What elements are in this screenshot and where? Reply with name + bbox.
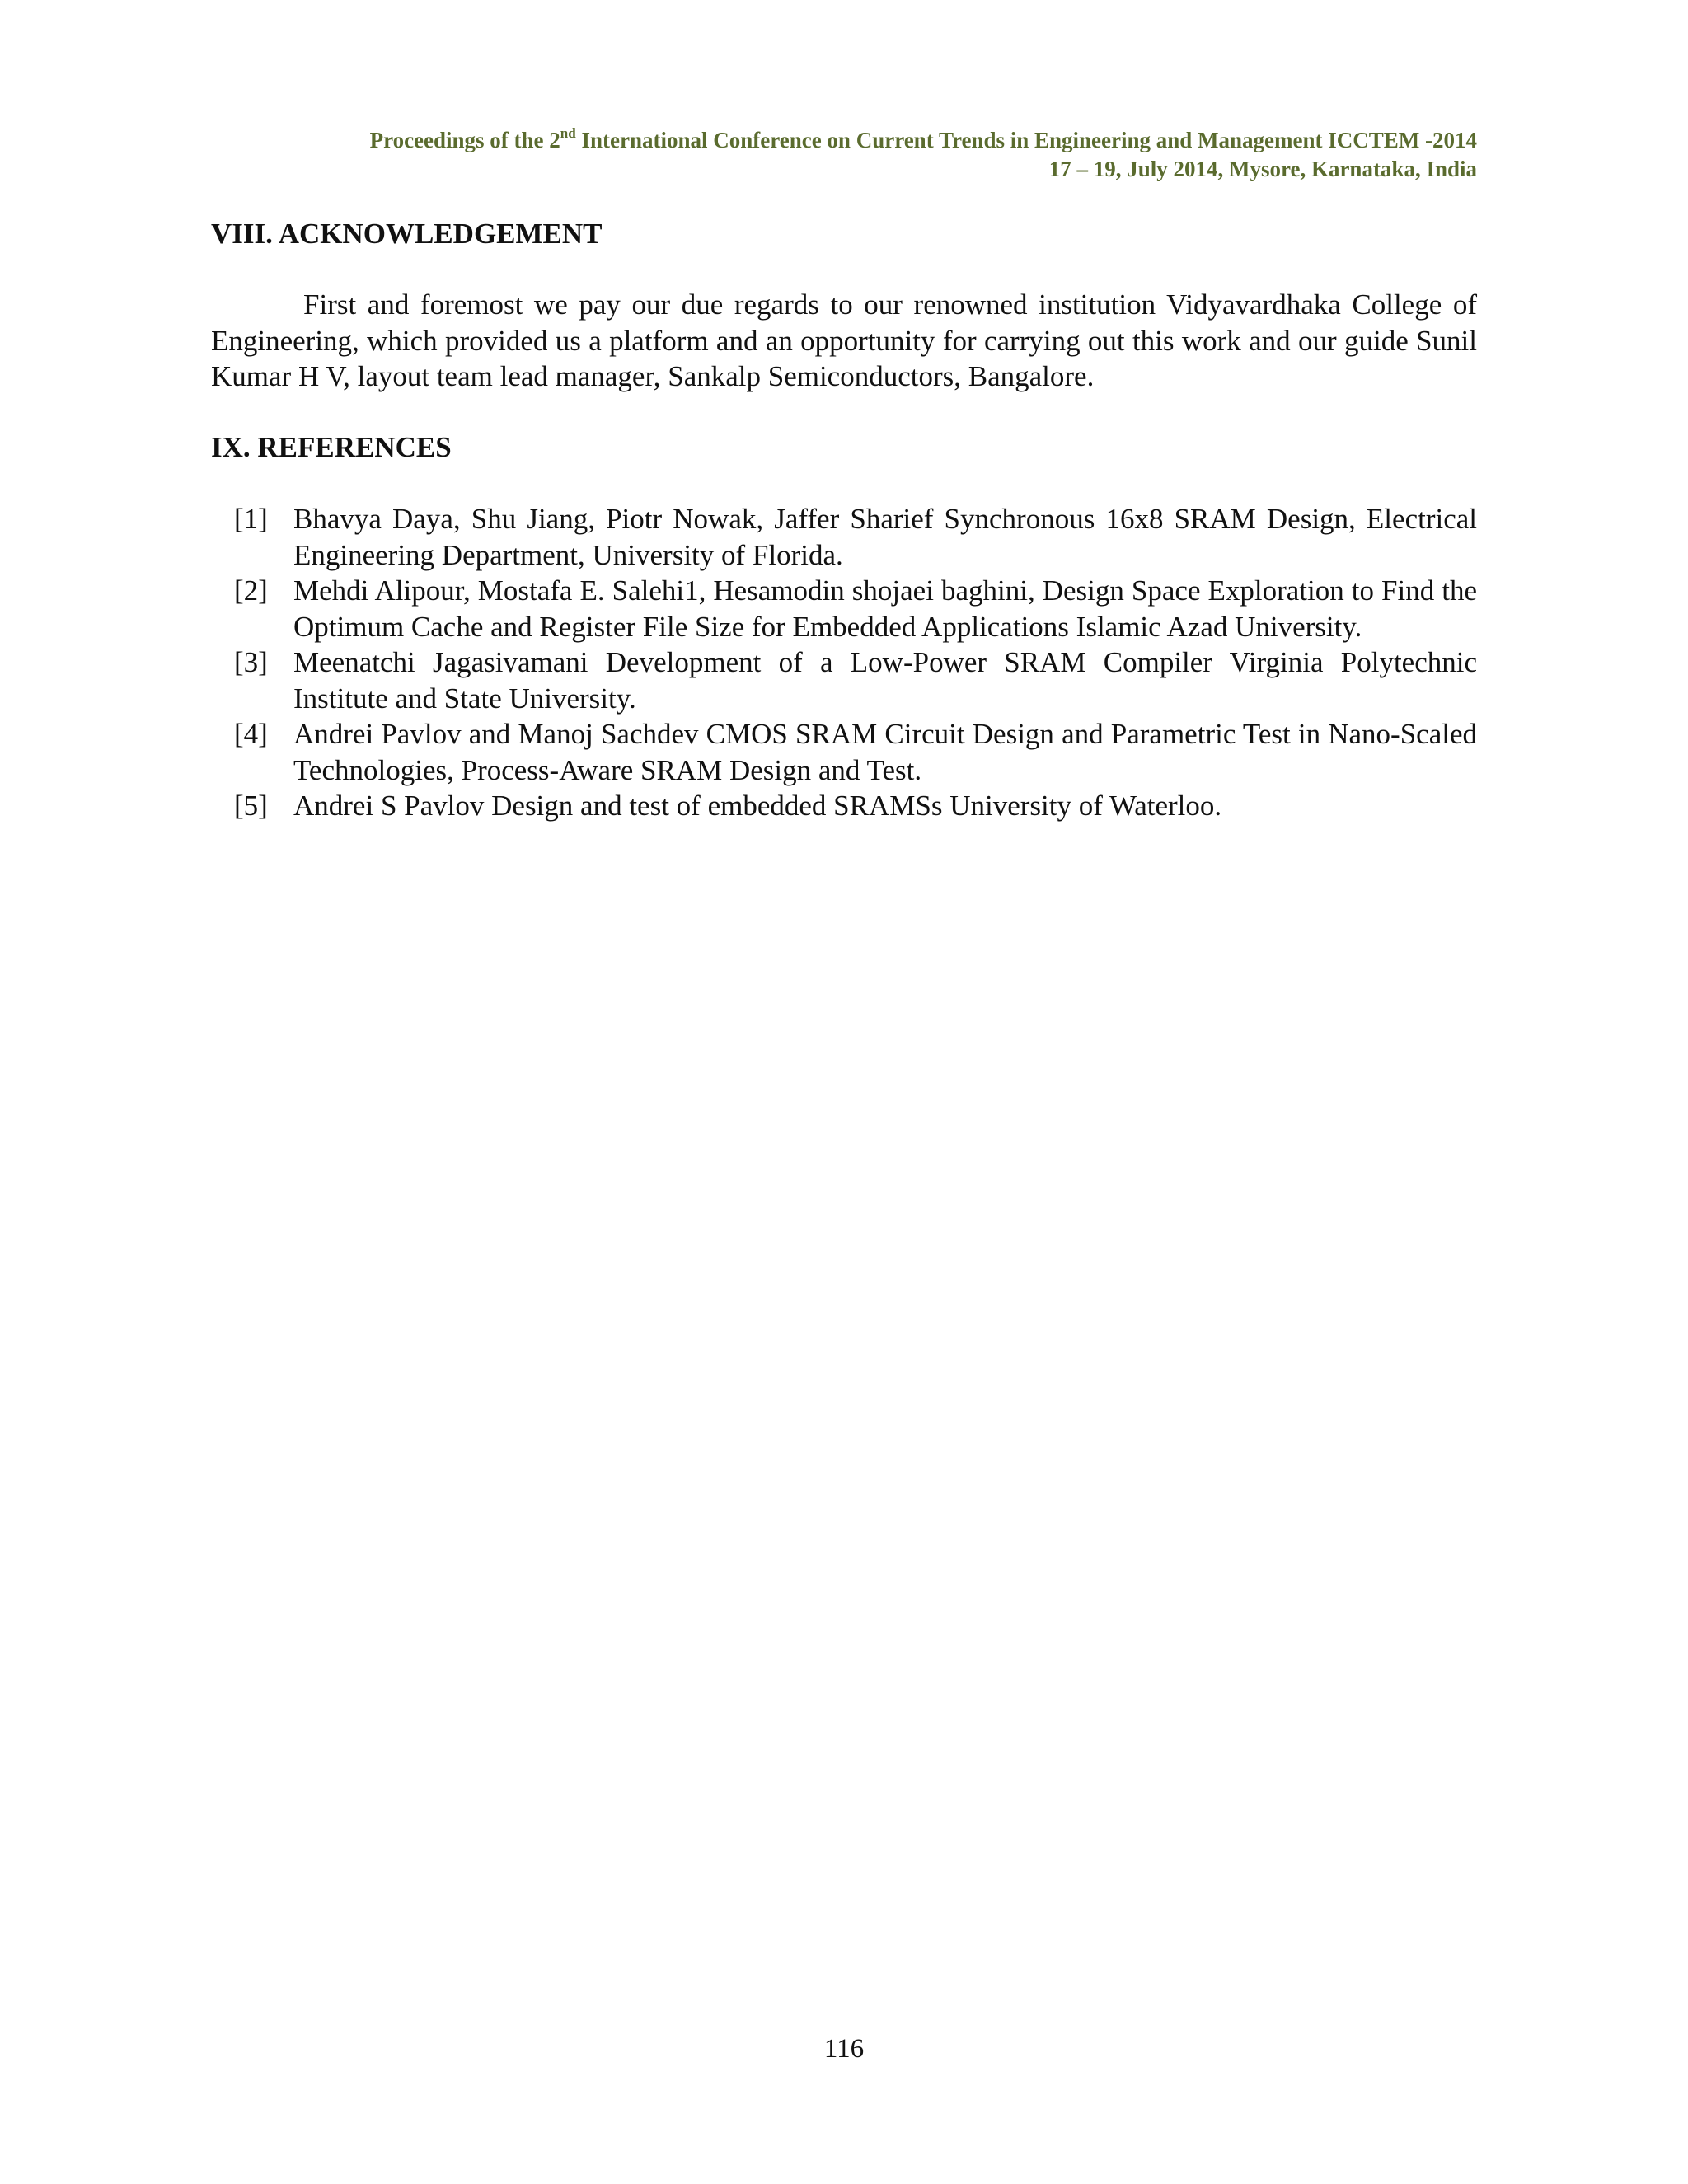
reference-number: [1] <box>234 503 268 535</box>
reference-text: Andrei S Pavlov Design and test of embedded SRAMSs University of Waterloo. <box>293 790 1222 822</box>
reference-text: Andrei Pavlov and Manoj Sachdev CMOS SRAM Circuit Design and Parametric Test in Nano-Scaled Technologies, Process-Aware SRAM Design and Test. <box>293 718 1477 786</box>
reference-item <box>234 716 1477 788</box>
header-line-1-prefix: Proceedings of the 2 <box>369 128 560 152</box>
acknowledgement-heading: VIII. ACKNOWLEDGEMENT <box>211 218 603 250</box>
header-line-2: 17 – 19, July 2014, Mysore, Karnataka, India <box>1048 157 1477 181</box>
header-line-1 <box>158 126 1477 155</box>
reference-item <box>234 573 1477 644</box>
running-header <box>158 126 1477 184</box>
reference-text: Bhavya Daya, Shu Jiang, Piotr Nowak, Jaffer Sharief Synchronous 16x8 SRAM Design, Electrical Engineering Department, University of Florida. <box>293 503 1477 571</box>
reference-text: Mehdi Alipour, Mostafa E. Salehi1, Hesamodin shojaei baghini, Design Space Exploration to Find the Optimum Cache and Register File Size for Embedded Applications Islamic Azad University. <box>293 574 1477 643</box>
page-number: 116 <box>823 2034 865 2064</box>
reference-number: [3] <box>234 646 268 678</box>
reference-item <box>234 501 1477 573</box>
header-line-1-suffix: International Conference on Current Trends in Engineering and Management ICCTEM -2014 <box>575 128 1477 152</box>
acknowledgement-paragraph: First and foremost we pay our due regards to our renowned institution Vidyavardhaka College of Engineering, which provided us a platform and an opportunity for carrying out this work and our guide Sunil Kumar H V, layout team lead manager, Sankalp Semiconductors, Bangalore. <box>211 288 1477 392</box>
reference-number: [4] <box>234 718 268 750</box>
references-heading: IX. REFERENCES <box>211 431 452 463</box>
reference-item <box>234 644 1477 716</box>
header-superscript: nd <box>560 125 576 141</box>
reference-number: [5] <box>234 790 268 822</box>
reference-list <box>234 501 1477 824</box>
reference-number: [2] <box>234 574 268 607</box>
reference-text: Meenatchi Jagasivamani Development of a Low-Power SRAM Compiler Virginia Polytechnic Institute and State University. <box>293 646 1477 715</box>
reference-item <box>234 788 1477 824</box>
